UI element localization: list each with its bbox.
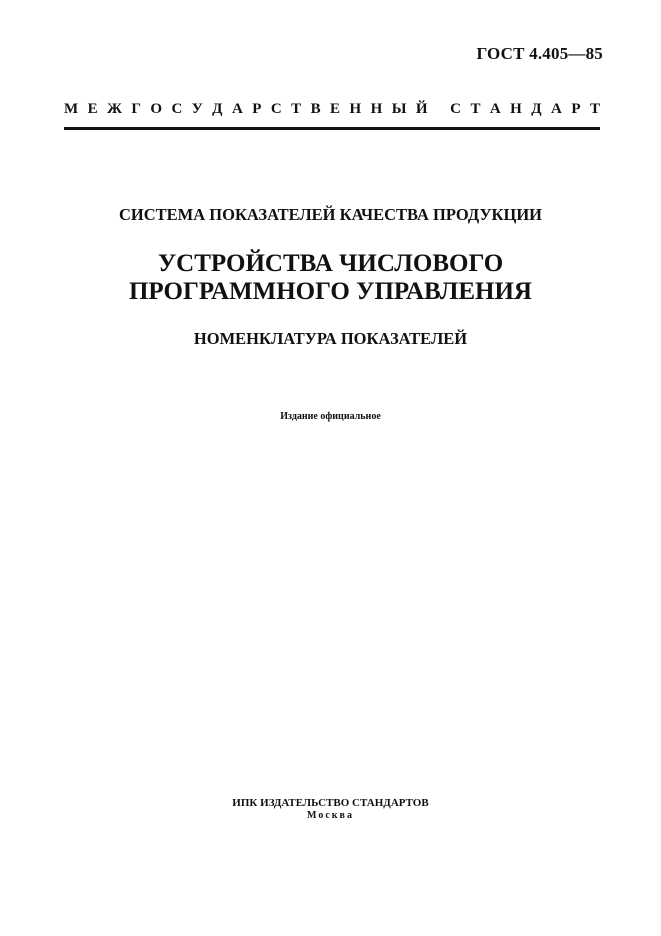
interstate-letter: В: [310, 101, 321, 117]
interstate-letter: М: [64, 101, 79, 117]
interstate-letter: Т: [291, 101, 302, 117]
interstate-letter: С: [450, 101, 461, 117]
interstate-letter: У: [191, 101, 203, 117]
main-title: [0, 250, 661, 306]
interstate-letter: А: [231, 101, 243, 117]
interstate-letter: А: [551, 101, 562, 117]
interstate-letter: С: [270, 101, 282, 117]
interstate-letter: Н: [370, 101, 383, 117]
interstate-standard-heading: [64, 101, 600, 118]
interstate-letter: Ж: [107, 101, 122, 117]
header-divider: [64, 127, 600, 130]
interstate-letter: Ы: [391, 101, 407, 117]
interstate-letter: Е: [87, 101, 98, 117]
interstate-letter: Н: [349, 101, 362, 117]
interstate-letter: Й: [415, 101, 428, 117]
interstate-letter: Т: [470, 101, 481, 117]
interstate-letter: Е: [330, 101, 341, 117]
interstate-letter: Н: [510, 101, 522, 117]
edition-note: Издание официальное: [280, 411, 381, 422]
interstate-letter: Г: [131, 101, 141, 117]
main-title-line-2: ПРОГРАММНОГО УПРАВЛЕНИЯ: [128, 278, 532, 305]
interstate-letter: Д: [531, 101, 542, 117]
interstate-letter: Д: [212, 101, 223, 117]
interstate-letter: О: [150, 101, 162, 117]
interstate-letter: Р: [571, 101, 581, 117]
main-title-line-1: УСТРОЙСТВА ЧИСЛОВОГО: [157, 250, 504, 277]
interstate-letter: А: [489, 101, 501, 117]
interstate-letter: Т: [589, 101, 600, 117]
gost-number: ГОСТ 4.405—85: [476, 44, 603, 63]
publisher: ИПК ИЗДАТЕЛЬСТВО СТАНДАРТОВ: [232, 797, 429, 809]
interstate-letter: [437, 101, 441, 118]
system-title: СИСТЕМА ПОКАЗАТЕЛЕЙ КАЧЕСТВА ПРОДУКЦИИ: [118, 205, 543, 224]
subtitle: НОМЕНКЛАТУРА ПОКАЗАТЕЛЕЙ: [193, 329, 468, 348]
publisher-city: Москва: [307, 810, 354, 821]
interstate-letter: С: [171, 101, 183, 117]
interstate-letter: Р: [252, 101, 262, 117]
